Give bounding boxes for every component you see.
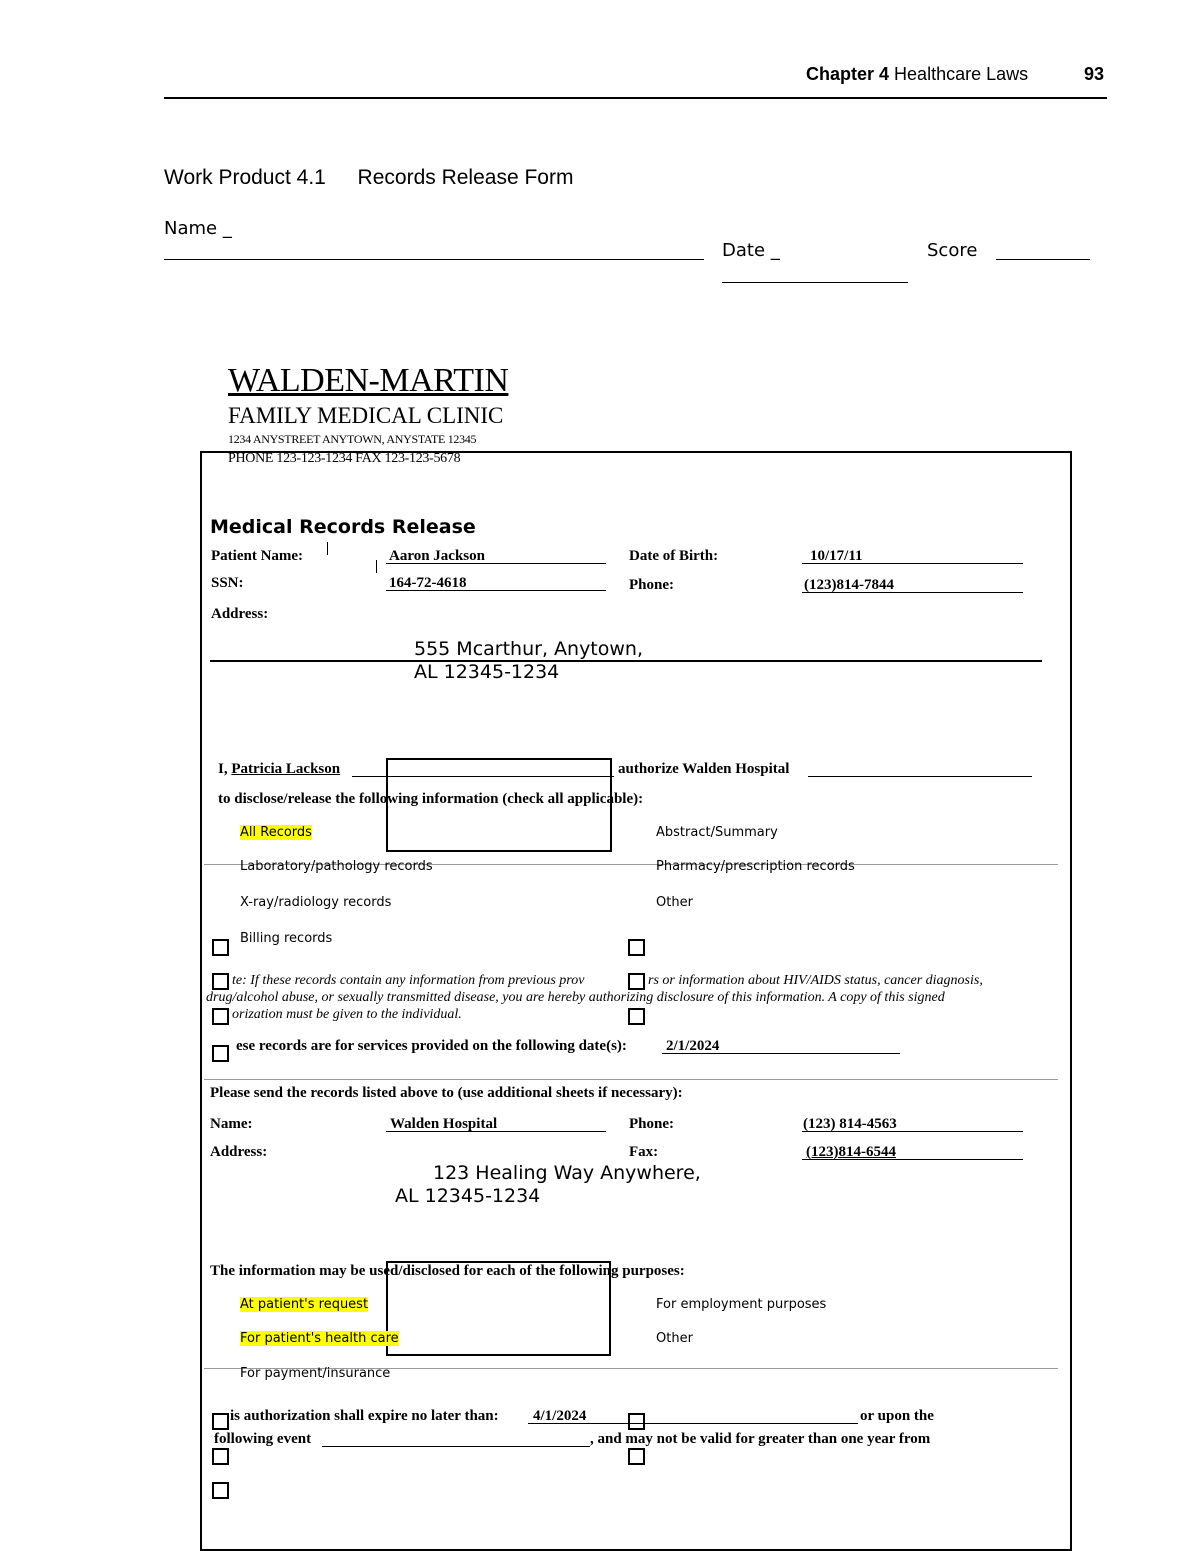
clinic-subtitle: FAMILY MEDICAL CLINIC xyxy=(228,403,504,428)
expiration-line xyxy=(528,1423,858,1424)
worksheet-title-text: Records Release Form xyxy=(357,166,574,189)
recipient-phone-label: Phone: xyxy=(629,1116,674,1132)
recipient-fax-value[interactable]: (123)814-6544 xyxy=(806,1144,896,1160)
checkbox-laboratory[interactable] xyxy=(212,973,229,990)
chapter-label: Chapter 4 xyxy=(806,64,890,84)
recipient-heading: Please send the records listed above to (use additional sheets if necessary): xyxy=(210,1085,683,1101)
phone-value[interactable]: (123)814-7844 xyxy=(804,577,894,593)
option-billing: Billing records xyxy=(240,931,333,946)
recipient-name-value[interactable]: Walden Hospital xyxy=(390,1116,498,1132)
page-number: 93 xyxy=(1084,64,1105,84)
disclose-text: to disclose/release the following information (check all applicable): xyxy=(218,791,644,807)
checkbox-payment[interactable] xyxy=(212,1482,229,1499)
dob-line xyxy=(802,563,1023,564)
patient-address-line1[interactable]: 555 Mcarthur, Anytown, xyxy=(414,638,644,660)
option-xray: X-ray/radiology records xyxy=(240,895,392,910)
authorizer-name[interactable]: Patricia Lackson xyxy=(231,761,341,777)
date-label: Date _ xyxy=(722,240,780,261)
patient-address-line2[interactable]: AL 12345-1234 xyxy=(414,661,560,683)
checkbox-abstract[interactable] xyxy=(628,939,645,956)
clinic-contact: PHONE 123-123-1234 FAX 123-123-5678 xyxy=(228,451,461,466)
recipient-fax-label: Fax: xyxy=(629,1144,659,1160)
recipient-address-line1[interactable]: 123 Healing Way Anywhere, xyxy=(433,1162,701,1184)
phone-label: Phone: xyxy=(629,577,674,593)
clinic-name: WALDEN-MARTIN xyxy=(228,362,509,399)
patient-name-label: Patient Name: xyxy=(211,548,304,564)
dob-value[interactable]: 10/17/11 xyxy=(810,548,863,564)
checkbox-patient-request[interactable] xyxy=(212,1413,229,1430)
authorization-prefix xyxy=(218,761,340,778)
service-dates-text: ese records are for services provided on the following date(s): xyxy=(236,1038,627,1054)
option-abstract: Abstract/Summary xyxy=(656,825,778,840)
recipient-name-label: Name: xyxy=(210,1116,253,1132)
checkbox-other[interactable] xyxy=(628,1008,645,1025)
chapter-title: Healthcare Laws xyxy=(894,64,1029,84)
ssn-value[interactable]: 164-72-4618 xyxy=(389,575,467,591)
option-laboratory: Laboratory/pathology records xyxy=(240,859,433,874)
purpose-payment: For payment/insurance xyxy=(240,1366,391,1381)
checkbox-pharmacy[interactable] xyxy=(628,973,645,990)
recipient-address-label: Address: xyxy=(210,1144,268,1160)
note-line1-end: rs or information about HIV/AIDS status, cancer diagnosis, xyxy=(648,973,983,988)
note-line2: drug/alcohol abuse, or sexually transmitted disease, you are hereby authorizing disclosure of this information. A copy of this signed xyxy=(206,990,945,1005)
patient-name-line xyxy=(386,563,606,564)
overlay-box-purposes xyxy=(386,1261,611,1356)
ssn-line xyxy=(386,590,606,591)
address-label: Address: xyxy=(211,606,269,622)
form-title: Medical Records Release xyxy=(210,516,476,538)
recipient-name-line xyxy=(386,1131,606,1132)
option-all-records xyxy=(240,825,312,840)
expiration-event-line[interactable] xyxy=(322,1446,590,1447)
address-line xyxy=(210,660,1042,662)
recipient-address-line2[interactable]: AL 12345-1234 xyxy=(395,1185,541,1207)
checkbox-billing[interactable] xyxy=(212,1045,229,1062)
note-line1-start: te: If these records contain any information from previous prov xyxy=(232,973,585,988)
expiration-event-label: following event xyxy=(214,1431,312,1447)
expiration-valid-text: , and may not be valid for greater than one year from xyxy=(590,1431,931,1447)
service-dates-line xyxy=(662,1053,900,1054)
checkbox-all-records[interactable] xyxy=(212,939,229,956)
patient-name-value[interactable]: Aaron Jackson xyxy=(389,548,485,564)
checkbox-employment[interactable] xyxy=(628,1413,645,1430)
chapter-heading xyxy=(806,64,1028,85)
purpose-health-care-label: For patient's health care xyxy=(240,1331,399,1346)
purposes-heading: The information may be used/disclosed for each of the following purposes: xyxy=(210,1263,685,1279)
expiration-or: or upon the xyxy=(860,1408,934,1424)
option-pharmacy: Pharmacy/prescription records xyxy=(656,859,855,874)
option-all-records-label: All Records xyxy=(240,825,312,840)
dob-label: Date of Birth: xyxy=(629,548,719,564)
expiration-date[interactable]: 4/1/2024 xyxy=(533,1408,587,1424)
authorize-line xyxy=(808,776,1032,777)
recipient-phone-line xyxy=(802,1131,1023,1132)
recipient-fax-line xyxy=(802,1159,1023,1160)
checkbox-health-care[interactable] xyxy=(212,1448,229,1465)
expiration-text: is authorization shall expire no later than: xyxy=(230,1408,499,1424)
worksheet-title-prefix: Work Product 4.1 xyxy=(164,166,326,189)
recipient-phone-value[interactable]: (123) 814-4563 xyxy=(803,1116,897,1132)
divider-2 xyxy=(204,1079,1058,1080)
purpose-employment: For employment purposes xyxy=(656,1297,827,1312)
cursor-mark xyxy=(327,542,328,555)
phone-line xyxy=(802,592,1023,593)
purpose-health-care xyxy=(240,1331,399,1346)
score-line[interactable] xyxy=(996,259,1090,260)
purpose-patient-request-label: At patient's request xyxy=(240,1297,369,1312)
purpose-other: Other xyxy=(656,1331,693,1346)
checkbox-xray[interactable] xyxy=(212,1008,229,1025)
authorization-i: I, xyxy=(218,761,228,777)
service-dates-value[interactable]: 2/1/2024 xyxy=(666,1038,720,1054)
authorize-text: authorize Walden Hospital xyxy=(618,761,790,777)
header-rule xyxy=(164,97,1107,99)
purpose-patient-request xyxy=(240,1297,368,1312)
option-other: Other xyxy=(656,895,693,910)
checkbox-purpose-other[interactable] xyxy=(628,1448,645,1465)
score-label: Score xyxy=(927,240,978,261)
name-label: Name _ xyxy=(164,218,232,239)
clinic-address: 1234 ANYSTREET ANYTOWN, ANYSTATE 12345 xyxy=(228,432,477,446)
overlay-box-records xyxy=(386,758,612,852)
date-line[interactable] xyxy=(722,282,908,283)
worksheet-title xyxy=(164,166,573,190)
note-line3: orization must be given to the individual. xyxy=(232,1007,462,1022)
ssn-label: SSN: xyxy=(211,575,244,591)
cursor-mark-2 xyxy=(376,560,377,573)
name-line[interactable] xyxy=(164,259,704,260)
